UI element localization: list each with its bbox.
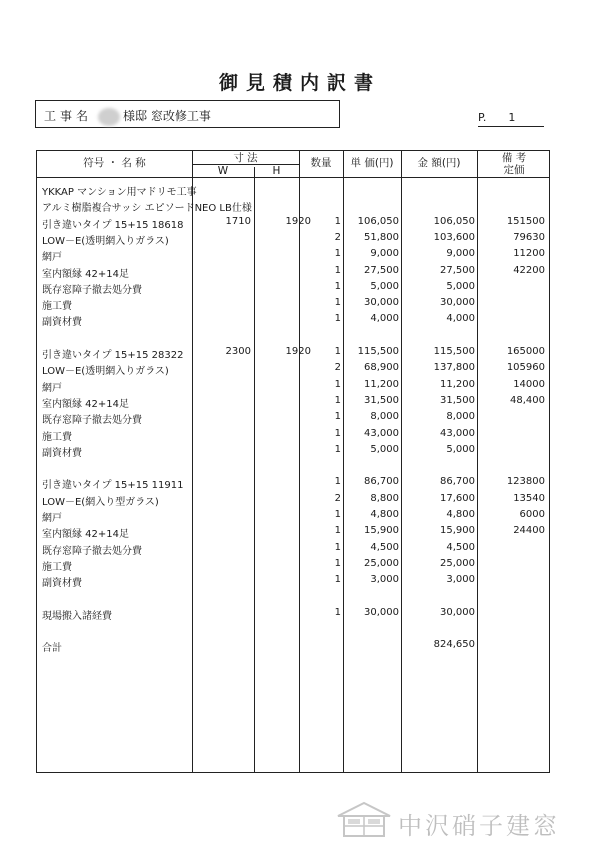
table-row (37, 491, 551, 507)
item-name: 副資材費 (42, 578, 82, 590)
header-qty: 数量 (310, 157, 332, 169)
item-list-price: 79630 (513, 231, 545, 243)
item-list-price: 48,400 (510, 394, 545, 406)
item-height: 1920 (285, 215, 311, 227)
header-remarks-sub: 定価 (503, 164, 525, 176)
item-unit-price: 51,800 (364, 231, 399, 243)
item-qty: 1 (334, 541, 341, 553)
item-list-price: 151500 (506, 215, 545, 227)
item-qty: 1 (334, 557, 341, 569)
item-name: 合計 (42, 643, 62, 655)
item-qty: 1 (334, 264, 341, 276)
item-name: 室内額縁 42+14足 (42, 398, 130, 410)
item-unit-price: 5,000 (370, 443, 399, 455)
item-unit-price: 68,900 (364, 362, 399, 374)
table-row (37, 328, 551, 344)
table-row (37, 540, 551, 556)
item-unit-price: 11,200 (364, 378, 399, 390)
header-dimensions: 寸 法 (233, 152, 258, 164)
header-w: W (217, 165, 229, 177)
item-name: 施工費 (42, 301, 72, 313)
header-amount: 金 額(円) (417, 157, 461, 169)
table-row (37, 197, 551, 213)
table-row (37, 311, 551, 327)
item-qty: 1 (334, 411, 341, 423)
house-logo-icon (334, 800, 394, 840)
item-unit-price: 8,000 (370, 411, 399, 423)
item-amount: 25,000 (440, 557, 475, 569)
item-name: 室内額縁 42+14足 (42, 529, 130, 541)
item-qty: 1 (334, 525, 341, 537)
document-title: 御見積内訳書 (218, 72, 381, 94)
header-remarks: 備 考 (501, 152, 527, 164)
item-list-price: 42200 (513, 264, 545, 276)
item-qty: 1 (334, 297, 341, 309)
table-row (37, 523, 551, 539)
item-amount: 30,000 (440, 297, 475, 309)
table-row (37, 230, 551, 246)
table-row (37, 458, 551, 474)
table-row (37, 474, 551, 490)
table-row (37, 246, 551, 262)
header-bottom-line (37, 177, 549, 178)
item-unit-price: 5,000 (370, 280, 399, 292)
item-name: 既存窓障子撤去処分費 (42, 545, 142, 557)
table-row (37, 556, 551, 572)
item-unit-price: 30,000 (364, 297, 399, 309)
item-name: 副資材費 (42, 317, 82, 329)
item-unit-price: 4,800 (370, 509, 399, 520)
item-qty: 1 (334, 606, 341, 618)
item-amount: 4,500 (446, 541, 475, 553)
table-row (37, 214, 551, 230)
item-qty: 2 (334, 231, 341, 243)
company-logo (334, 800, 584, 840)
header-name: 符号 ・ 名 称 (83, 157, 146, 169)
item-unit-price: 15,900 (364, 525, 399, 537)
table-row (37, 426, 551, 442)
item-unit-price: 25,000 (364, 557, 399, 569)
item-name: 室内額縁 42+14足 (42, 268, 130, 280)
item-amount: 4,800 (446, 509, 475, 520)
project-value: 様邸 窓改修工事 (123, 109, 211, 123)
table-row (37, 637, 551, 653)
item-qty: 1 (334, 476, 341, 488)
item-name: 引き違いタイプ 15+15 18618 (42, 219, 184, 231)
item-qty: 2 (334, 492, 341, 504)
table-row (37, 442, 551, 458)
item-unit-price: 8,800 (370, 492, 399, 504)
item-qty: 1 (334, 394, 341, 406)
table-row (37, 621, 551, 637)
item-amount: 103,600 (433, 231, 475, 243)
item-amount: 8,000 (446, 411, 475, 423)
item-name: LOW－E(網入り型ガラス) (42, 496, 159, 508)
item-amount: 5,000 (446, 443, 475, 455)
item-name: LOW－E(透明網入りガラス) (42, 366, 169, 378)
item-name: 網戸 (42, 513, 62, 524)
company-name: 中沢硝子建窓 (398, 812, 560, 840)
item-name: YKKAP マンション用マドリモ工事 (42, 187, 197, 198)
item-list-price: 11200 (513, 248, 545, 260)
item-unit-price: 30,000 (364, 606, 399, 618)
item-qty: 1 (334, 427, 341, 439)
table-row (37, 589, 551, 605)
item-amount: 106,050 (433, 215, 475, 227)
item-amount: 30,000 (440, 606, 475, 618)
item-unit-price: 31,500 (364, 394, 399, 406)
item-name: 引き違いタイプ 15+15 28322 (42, 350, 184, 361)
item-width: 2300 (225, 346, 251, 357)
item-unit-price: 4,500 (370, 541, 399, 553)
item-amount: 824,650 (433, 639, 475, 651)
item-unit-price: 86,700 (364, 476, 399, 488)
item-amount: 3,000 (446, 574, 475, 586)
item-qty: 1 (334, 378, 341, 390)
item-amount: 11,200 (440, 378, 475, 390)
table-row (37, 181, 551, 197)
item-name: 既存窓障子撤去処分費 (42, 415, 142, 427)
item-name: 網戸 (42, 252, 62, 264)
item-qty: 1 (334, 313, 341, 325)
item-unit-price: 4,000 (370, 313, 399, 325)
item-amount: 4,000 (446, 313, 475, 325)
item-qty: 2 (334, 362, 341, 374)
header-h: H (272, 165, 281, 177)
page-label: P. (478, 111, 487, 124)
table-row (37, 572, 551, 588)
item-name: 副資材費 (42, 447, 82, 459)
table-row (37, 279, 551, 295)
item-amount: 5,000 (446, 280, 475, 292)
item-name: 施工費 (42, 561, 72, 573)
item-amount: 115,500 (433, 346, 475, 357)
item-name: 現場搬入諸経費 (42, 610, 112, 622)
item-name: 網戸 (42, 382, 62, 394)
item-qty: 1 (334, 443, 341, 455)
item-qty: 1 (334, 574, 341, 586)
item-unit-price: 106,050 (357, 215, 399, 227)
item-qty: 1 (334, 248, 341, 260)
item-amount: 86,700 (440, 476, 475, 488)
item-amount: 17,600 (440, 492, 475, 504)
item-name: アルミ樹脂複合サッシ エピソードNEO LB仕様 (42, 203, 252, 215)
item-unit-price: 115,500 (357, 346, 399, 357)
table-row (37, 377, 551, 393)
header-unit-price: 単 価(円) (350, 157, 394, 169)
item-amount: 137,800 (433, 362, 475, 374)
item-qty: 1 (334, 215, 341, 227)
table-row (37, 507, 551, 523)
item-qty: 1 (334, 280, 341, 292)
item-amount: 27,500 (440, 264, 475, 276)
item-amount: 15,900 (440, 525, 475, 537)
item-list-price: 24400 (513, 525, 545, 537)
item-name: LOW－E(透明網入りガラス) (42, 235, 169, 247)
project-label: 工事名 (44, 109, 93, 123)
item-amount: 43,000 (440, 427, 475, 439)
table-row (37, 295, 551, 311)
item-unit-price: 3,000 (370, 574, 399, 586)
item-qty: 1 (334, 509, 341, 520)
redacted-name-mark (98, 108, 120, 126)
project-name-box (35, 100, 340, 128)
item-width: 1710 (225, 215, 251, 227)
table-row (37, 263, 551, 279)
item-unit-price: 27,500 (364, 264, 399, 276)
table-row (37, 344, 551, 360)
item-qty: 1 (334, 346, 341, 357)
item-list-price: 123800 (506, 476, 545, 488)
item-name: 施工費 (42, 431, 72, 443)
table-row (37, 393, 551, 409)
item-list-price: 6000 (519, 509, 545, 520)
item-unit-price: 9,000 (370, 248, 399, 260)
item-list-price: 165000 (506, 346, 545, 357)
estimate-table (36, 150, 550, 773)
item-height: 1920 (285, 346, 311, 357)
item-unit-price: 43,000 (364, 427, 399, 439)
item-amount: 31,500 (440, 394, 475, 406)
table-row (37, 360, 551, 376)
item-amount: 9,000 (446, 248, 475, 260)
item-name: 既存窓障子撤去処分費 (42, 284, 142, 296)
item-list-price: 13540 (513, 492, 545, 504)
item-list-price: 105960 (506, 362, 545, 374)
table-row (37, 605, 551, 621)
page-number-value: 1 (508, 111, 516, 124)
item-name: 引き違いタイプ 15+15 11911 (42, 480, 184, 492)
item-list-price: 14000 (513, 378, 545, 390)
table-row (37, 409, 551, 425)
page-number (478, 111, 544, 127)
